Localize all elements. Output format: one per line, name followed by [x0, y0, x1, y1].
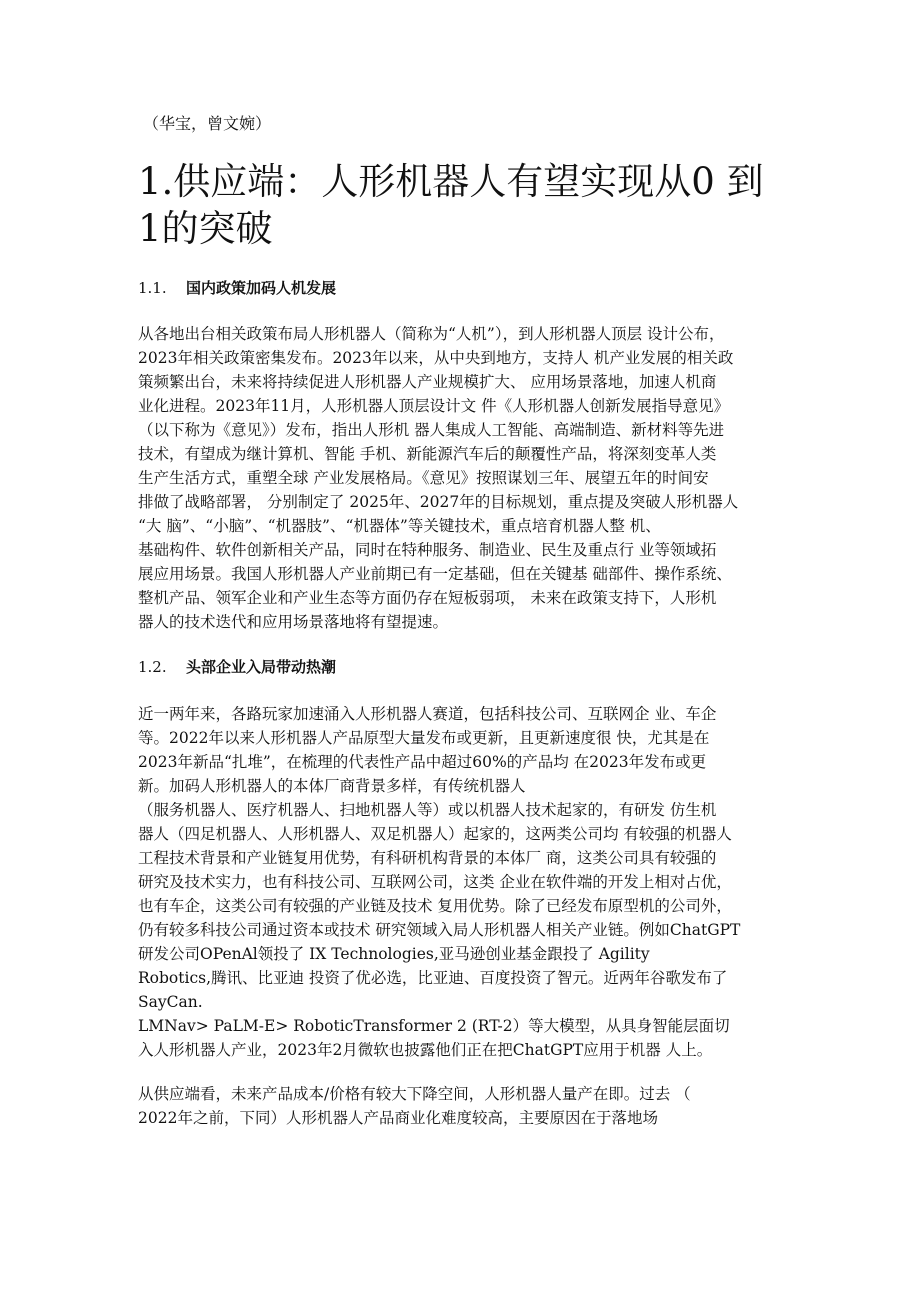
text-line: 展应用场景。我国人形机器人产业前期已有一定基础，但在关键基 础部件、操作系统、	[138, 565, 732, 583]
main-heading-line: 1的突破	[138, 207, 273, 250]
text-line: 研发公司OPenAl领投了 IX Technologies,亚马逊创业基金跟投了 Agility	[138, 945, 650, 963]
section-heading-1-2	[138, 656, 336, 678]
text-line: 整机产品、领军企业和产业生态等方面仍存在短板弱项， 未来在政策支持下，人形机	[138, 589, 717, 607]
text-line: SayCan.	[138, 993, 203, 1011]
text-line: 仍有较多科技公司通过资本或技术 研究领域入局人形机器人相关产业链。例如ChatGPT	[138, 921, 741, 939]
text-line: 近一两年来，各路玩家加速涌入人形机器人赛道，包括科技公司、互联网企 业、车企	[138, 705, 717, 723]
text-line: 器人（四足机器人、人形机器人、双足机器人）起家的，这两类公司均 有较强的机器人	[138, 825, 732, 843]
text-line: 等。2022年以来人形机器人产品原型大量发布或更新，且更新速度很 快，尤其是在	[138, 729, 710, 747]
closing-paragraph	[138, 1082, 798, 1130]
text-line: 研究及技术实力，也有科技公司、互联网公司，这类 企业在软件端的开发上相对占优，	[138, 873, 732, 891]
text-line: 2023年相关政策密集发布。2023年以来，从中央到地方，支持人 机产业发展的相关政	[138, 349, 734, 367]
text-line: “大 脑”、“小脑”、“机器肢”、“机器体”等关键技术，重点培育机器人整 机、	[138, 517, 661, 535]
text-line: （以下称为《意见》）发布，指出人形机 器人集成人工智能、高端制造、新材料等先进	[138, 421, 725, 439]
section-number: 1.1.	[138, 279, 167, 297]
main-heading-line: 1.供应端：人形机器人有望实现从0 到	[138, 160, 764, 203]
text-line: 工程技术背景和产业链复用优势，有科研机构背景的本体厂 商，这类公司具有较强的	[138, 849, 717, 867]
section-number: 1.2.	[138, 658, 167, 676]
text-line: 技术，有望成为继计算机、智能 手机、新能源汽车后的颠覆性产品，将深刻变革人类	[138, 445, 717, 463]
section-1-1-paragraph	[138, 322, 798, 634]
text-line: 2022年之前，下同）人形机器人产品商业化难度较高，主要原因在于落地场	[138, 1109, 658, 1127]
section-title: 头部企业入局带动热潮	[186, 658, 337, 676]
section-heading-1-1	[138, 277, 336, 299]
section-title: 国内政策加码人机发展	[186, 279, 337, 297]
text-line: 排做了战略部署， 分别制定了 2025年、2027年的目标规划，重点提及突破人形机器人	[138, 493, 739, 511]
text-line: 业化进程。2023年11月，人形机器人顶层设计文 件《人形机器人创新发展指导意见》	[138, 397, 730, 415]
text-line: 也有车企，这类公司有较强的产业链及技术 复用优势。除了已经发布原型机的公司外，	[138, 897, 732, 915]
text-line: 策频繁出台，未来将持续促进人形机器人产业规模扩大、 应用场景落地，加速人机商	[138, 373, 717, 391]
text-line: （服务机器人、医疗机器人、扫地机器人等）或以机器人技术起家的，有研发 仿生机	[138, 801, 717, 819]
section-1-2-paragraph	[138, 702, 798, 1062]
text-line: LMNav> PaLM-E> RoboticTransformer 2 (RT-2）等大模型，从具身智能层面切	[138, 1017, 730, 1035]
main-heading	[138, 158, 818, 252]
text-line: 生产生活方式，重塑全球 产业发展格局。《意见》按照谋划三年、展望五年的时间安	[138, 469, 709, 487]
text-line: 2023年新品“扎堆”，在梳理的代表性产品中超过60%的产品均 在2023年发布或更	[138, 753, 707, 771]
text-line: 基础构件、软件创新相关产品，同时在特种服务、制造业、民生及重点行 业等领域拓	[138, 541, 717, 559]
text-line: 新。加码人形机器人的本体厂商背景多样，有传统机器人	[138, 777, 526, 795]
text-line: 器人的技术迭代和应用场景落地将有望提速。	[138, 613, 449, 631]
author-credit: （华宝，曾文婉）	[143, 114, 272, 133]
text-line: 从各地出台相关政策布局人形机器人（简称为“人机”），到人形机器人顶层 设计公布，	[138, 325, 725, 343]
text-line: Robotics,腾讯、比亚迪 投资了优必选，比亚迪、百度投资了智元。近两年谷歌发布了	[138, 969, 728, 987]
text-line: 从供应端看，未来产品成本/价格有较大下降空间，人形机器人量产在即。过去 （	[138, 1085, 691, 1103]
text-line: 入人形机器人产业，2023年2月微软也披露他们正在把ChatGPT应用于机器 人上。	[138, 1041, 713, 1059]
